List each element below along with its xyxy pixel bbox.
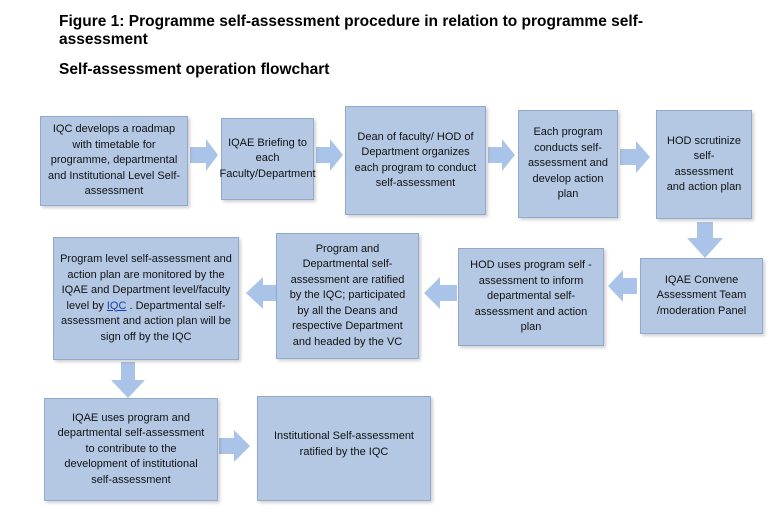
- step-hod-uses: [458, 248, 604, 346]
- step-monitored-text-a: Program level self-assessment and action plan are monitored by the IQAE and Department level/faculty level by: [60, 253, 232, 312]
- arrow-left-icon: [608, 270, 637, 302]
- step-briefing-text: IQAE Briefing to each Faculty/Department: [219, 136, 316, 180]
- figure-title: Figure 1: Programme self-assessment procedure in relation to programme self-assessment: [59, 13, 643, 48]
- step-monitored: [53, 237, 239, 360]
- step-briefing: [221, 118, 314, 200]
- arrow-down-icon: [687, 222, 723, 258]
- step-institutional-text: Institutional Self-assessment ratified by the IQC: [273, 430, 414, 458]
- step-program-conducts: [518, 110, 618, 218]
- step-hod-uses-text: HOD uses program self - assessment to inform departmental self-assessment and action plan: [470, 259, 592, 334]
- step-ratified: [276, 233, 419, 359]
- step-monitored-text-b: . Departmental self-assessment and action plan will be sign off by the IQC: [61, 299, 231, 343]
- arrow-down-icon: [111, 362, 145, 398]
- arrow-left-icon: [246, 277, 276, 309]
- arrow-right-icon: [316, 139, 343, 171]
- step-iqae-uses-text: IQAE uses program and departmental self-assessment to contribute to the development of institutional self-assessment: [57, 411, 205, 486]
- step-monitored-text: [60, 252, 232, 345]
- step-iqae-uses: [44, 398, 218, 501]
- step-dean-organizes: [345, 106, 486, 215]
- arrow-right-icon: [620, 141, 650, 173]
- flowchart-subtitle: Self-assessment operation flowchart: [59, 61, 330, 78]
- step-hod-scrutinize-text: HOD scrutinize self-assessment and action plan: [666, 134, 742, 193]
- step-program-conducts-text: Each program conducts self-assessment and develop action plan: [527, 126, 609, 201]
- step-iqae-convene: [640, 258, 763, 334]
- step-ratified-text: Program and Departmental self-assessment are ratified by the IQC; participated by all the Deans and respective Department and headed by the VC: [289, 242, 406, 348]
- step-roadmap-text: IQC develops a roadmap with timetable for programme, departmental and Institutional Level Self-assessment: [47, 123, 181, 198]
- iqc-link[interactable]: IQC: [106, 299, 127, 312]
- step-roadmap: [40, 116, 188, 206]
- arrow-right-icon: [488, 139, 515, 171]
- arrow-left-icon: [424, 277, 457, 309]
- step-dean-organizes-text: Dean of faculty/ HOD of Department organizes each program to conduct self-assessment: [354, 130, 477, 189]
- step-hod-scrutinize: [656, 110, 752, 219]
- arrow-right-icon: [219, 430, 250, 462]
- arrow-right-icon: [190, 139, 218, 171]
- step-iqae-convene-text: IQAE Convene Assessment Team /moderation Panel: [656, 273, 747, 317]
- step-institutional: [257, 396, 431, 501]
